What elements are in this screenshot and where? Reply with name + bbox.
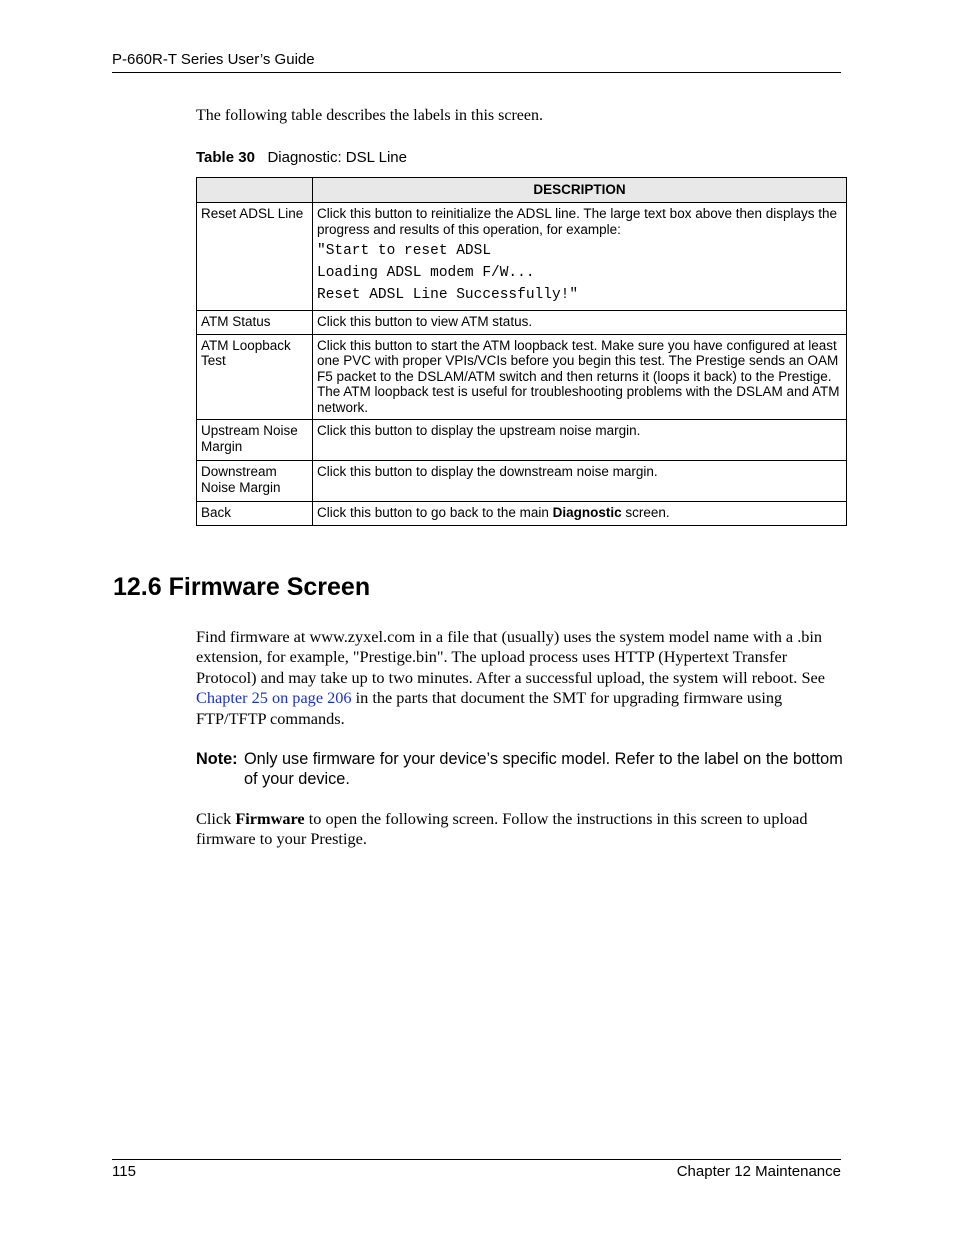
note-label: Note: — [196, 750, 238, 768]
table-row — [197, 502, 847, 526]
table-row — [197, 311, 847, 335]
row-description: Click this button to display the upstream noise margin. — [313, 420, 847, 461]
row-description: Click this button to display the downstream noise margin. — [313, 461, 847, 502]
chapter-name: Chapter 12 Maintenance — [676, 1163, 841, 1180]
intro-text: The following table describes the labels in this screen. — [196, 107, 544, 124]
click-firmware-paragraph — [196, 809, 844, 850]
row-label: ATM Loopback Test — [197, 334, 313, 420]
header-title: P-660R-T Series User’s Guide — [112, 51, 315, 68]
row-description-text: screen. — [621, 505, 670, 520]
paragraph-text: Find firmware at www.zyxel.com in a file that (usually) uses the system model name with a .bin extension, for example, "Prestige.bin". The upload process uses HTTP (Hypertext Transfer Protocol) and may take up to two minutes. After a successful upload, the system will reboot. See — [196, 627, 825, 687]
row-label: Reset ADSL Line — [197, 203, 313, 311]
row-description-text: Click this button to reinitialize the ADSL line. The large text box above then displays the progress and results of this operation, for example: — [317, 206, 838, 237]
paragraph-text: in the parts that document the SMT for upgrading firmware using FTP/TFTP commands. — [196, 688, 783, 728]
code-line: Reset ADSL Line Successfully!" — [317, 287, 579, 303]
table-header-row — [197, 178, 847, 203]
table-row — [197, 334, 847, 420]
table-row — [197, 203, 847, 311]
page-header — [112, 51, 841, 73]
table-row — [197, 461, 847, 502]
section-heading: 12.6 Firmware Screen — [113, 573, 371, 601]
row-label: Downstream Noise Margin — [197, 461, 313, 502]
row-description: Click this button to start the ATM loopback test. Make sure you have configured at least one PVC with proper VPIs/VCIs before you begin this test. The Prestige sends an OAM F5 packet to the DSLAM/ATM switch and then returns it (loops it back) to the Prestige. The ATM loopback test is useful for troubleshooting problems with the DSLAM and ATM network. — [313, 334, 847, 420]
row-description — [313, 203, 847, 311]
code-line: Loading ADSL modem F/W... — [317, 265, 535, 281]
paragraph-text: to open the following screen. Follow the instructions in this screen to upload firmware to your Prestige. — [196, 809, 808, 849]
row-description-text: Click this button to go back to the main — [317, 505, 553, 520]
description-column-header: DESCRIPTION — [313, 178, 847, 203]
paragraph-text: Click — [196, 809, 236, 828]
firmware-paragraph — [196, 627, 844, 729]
description-table — [196, 177, 847, 526]
row-description: Click this button to view ATM status. — [313, 311, 847, 335]
page-number: 115 — [112, 1163, 136, 1180]
row-label: Back — [197, 502, 313, 526]
table-caption — [196, 149, 407, 166]
note-text: Only use firmware for your device’s specific model. Refer to the label on the bottom of your device. — [244, 750, 843, 789]
code-example — [317, 240, 842, 306]
table-caption-number: Table 30 — [196, 149, 255, 166]
label-column-header — [197, 178, 313, 203]
code-line: "Start to reset ADSL — [317, 243, 492, 259]
page-footer — [112, 1159, 841, 1180]
paragraph-bold: Firmware — [235, 809, 305, 828]
table-row — [197, 420, 847, 461]
chapter-link[interactable]: Chapter 25 on page 206 — [196, 688, 352, 708]
table-caption-title: Diagnostic: DSL Line — [267, 149, 407, 166]
row-label: Upstream Noise Margin — [197, 420, 313, 461]
row-description — [313, 502, 847, 526]
row-label: ATM Status — [197, 311, 313, 335]
note-block — [196, 749, 844, 790]
row-description-bold: Diagnostic — [552, 505, 622, 520]
